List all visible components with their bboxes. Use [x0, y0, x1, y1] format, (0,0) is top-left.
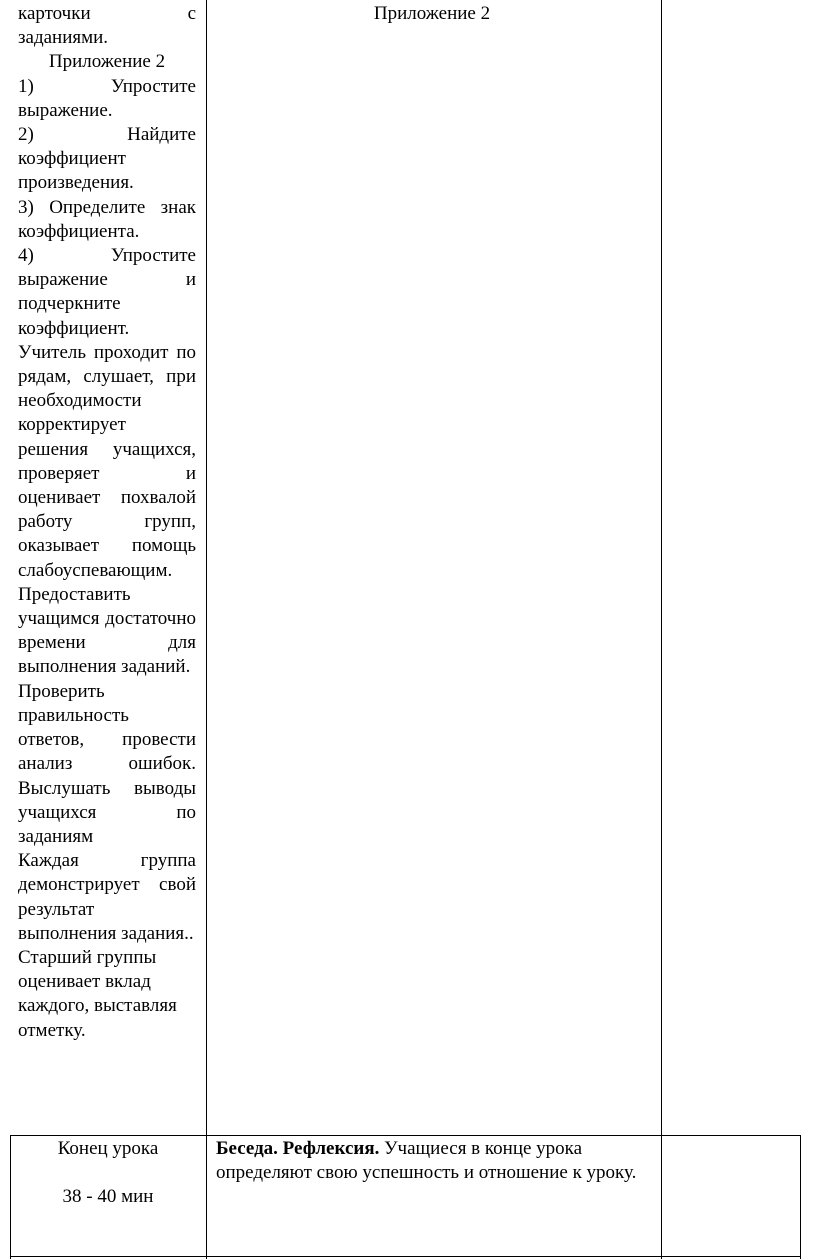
lesson-end-cell	[10, 1137, 206, 1209]
teacher-activity-cell	[18, 2, 196, 1043]
table-divider-2	[661, 0, 662, 1259]
duration-label: 38 - 40 мин	[62, 1186, 154, 1207]
reflection-cell	[216, 1137, 646, 1185]
task-4: 4) Упростите выражение и подчеркните коэффициент.	[18, 245, 196, 339]
task-2: 2) Найдите коэффициент произведения.	[18, 124, 196, 194]
paragraph-give-time: Предоставить учащимся достаточно времени для выполнения заданий.	[18, 583, 196, 678]
paragraph-appendix: Приложение 2	[48, 51, 166, 73]
table-border-bottom	[10, 1256, 801, 1257]
table-divider-1	[206, 0, 207, 1259]
paragraph-group-demo: Каждая группа демонстрирует свой результат выполнения задания..	[18, 850, 196, 944]
stage-label: Конец урока	[57, 1138, 159, 1159]
paragraph-check-answers: Проверить правильность ответов, провести анализ ошибок. Выслушать выводы учащихся по заданиям	[18, 680, 196, 847]
paragraph-group-leader: Старший группы оценивает вклад каждого, выставляя отметку.	[18, 946, 177, 1041]
task-3: 3) Определите знак коэффициента.	[18, 196, 196, 242]
reflection-heading: Беседа. Рефлексия.	[216, 1138, 380, 1159]
reflection-text: Учащиеся в конце урока определяют свою успешность и отношение к уроку.	[216, 1138, 637, 1183]
paragraph-teacher-walks: Учитель проходит по рядам, слушает, при необходимости корректирует решения учащихся, проверяет и оценивает похвалой работу групп, оказывает помощь слабоуспевающим.	[18, 341, 196, 581]
task-1: 1) Упростите выражение.	[18, 75, 196, 121]
paragraph-cards: карточки с заданиями.	[18, 3, 196, 49]
table-border-right	[800, 1135, 801, 1259]
appendix-label: Приложение 2	[373, 3, 491, 24]
row-separator	[10, 1135, 801, 1136]
